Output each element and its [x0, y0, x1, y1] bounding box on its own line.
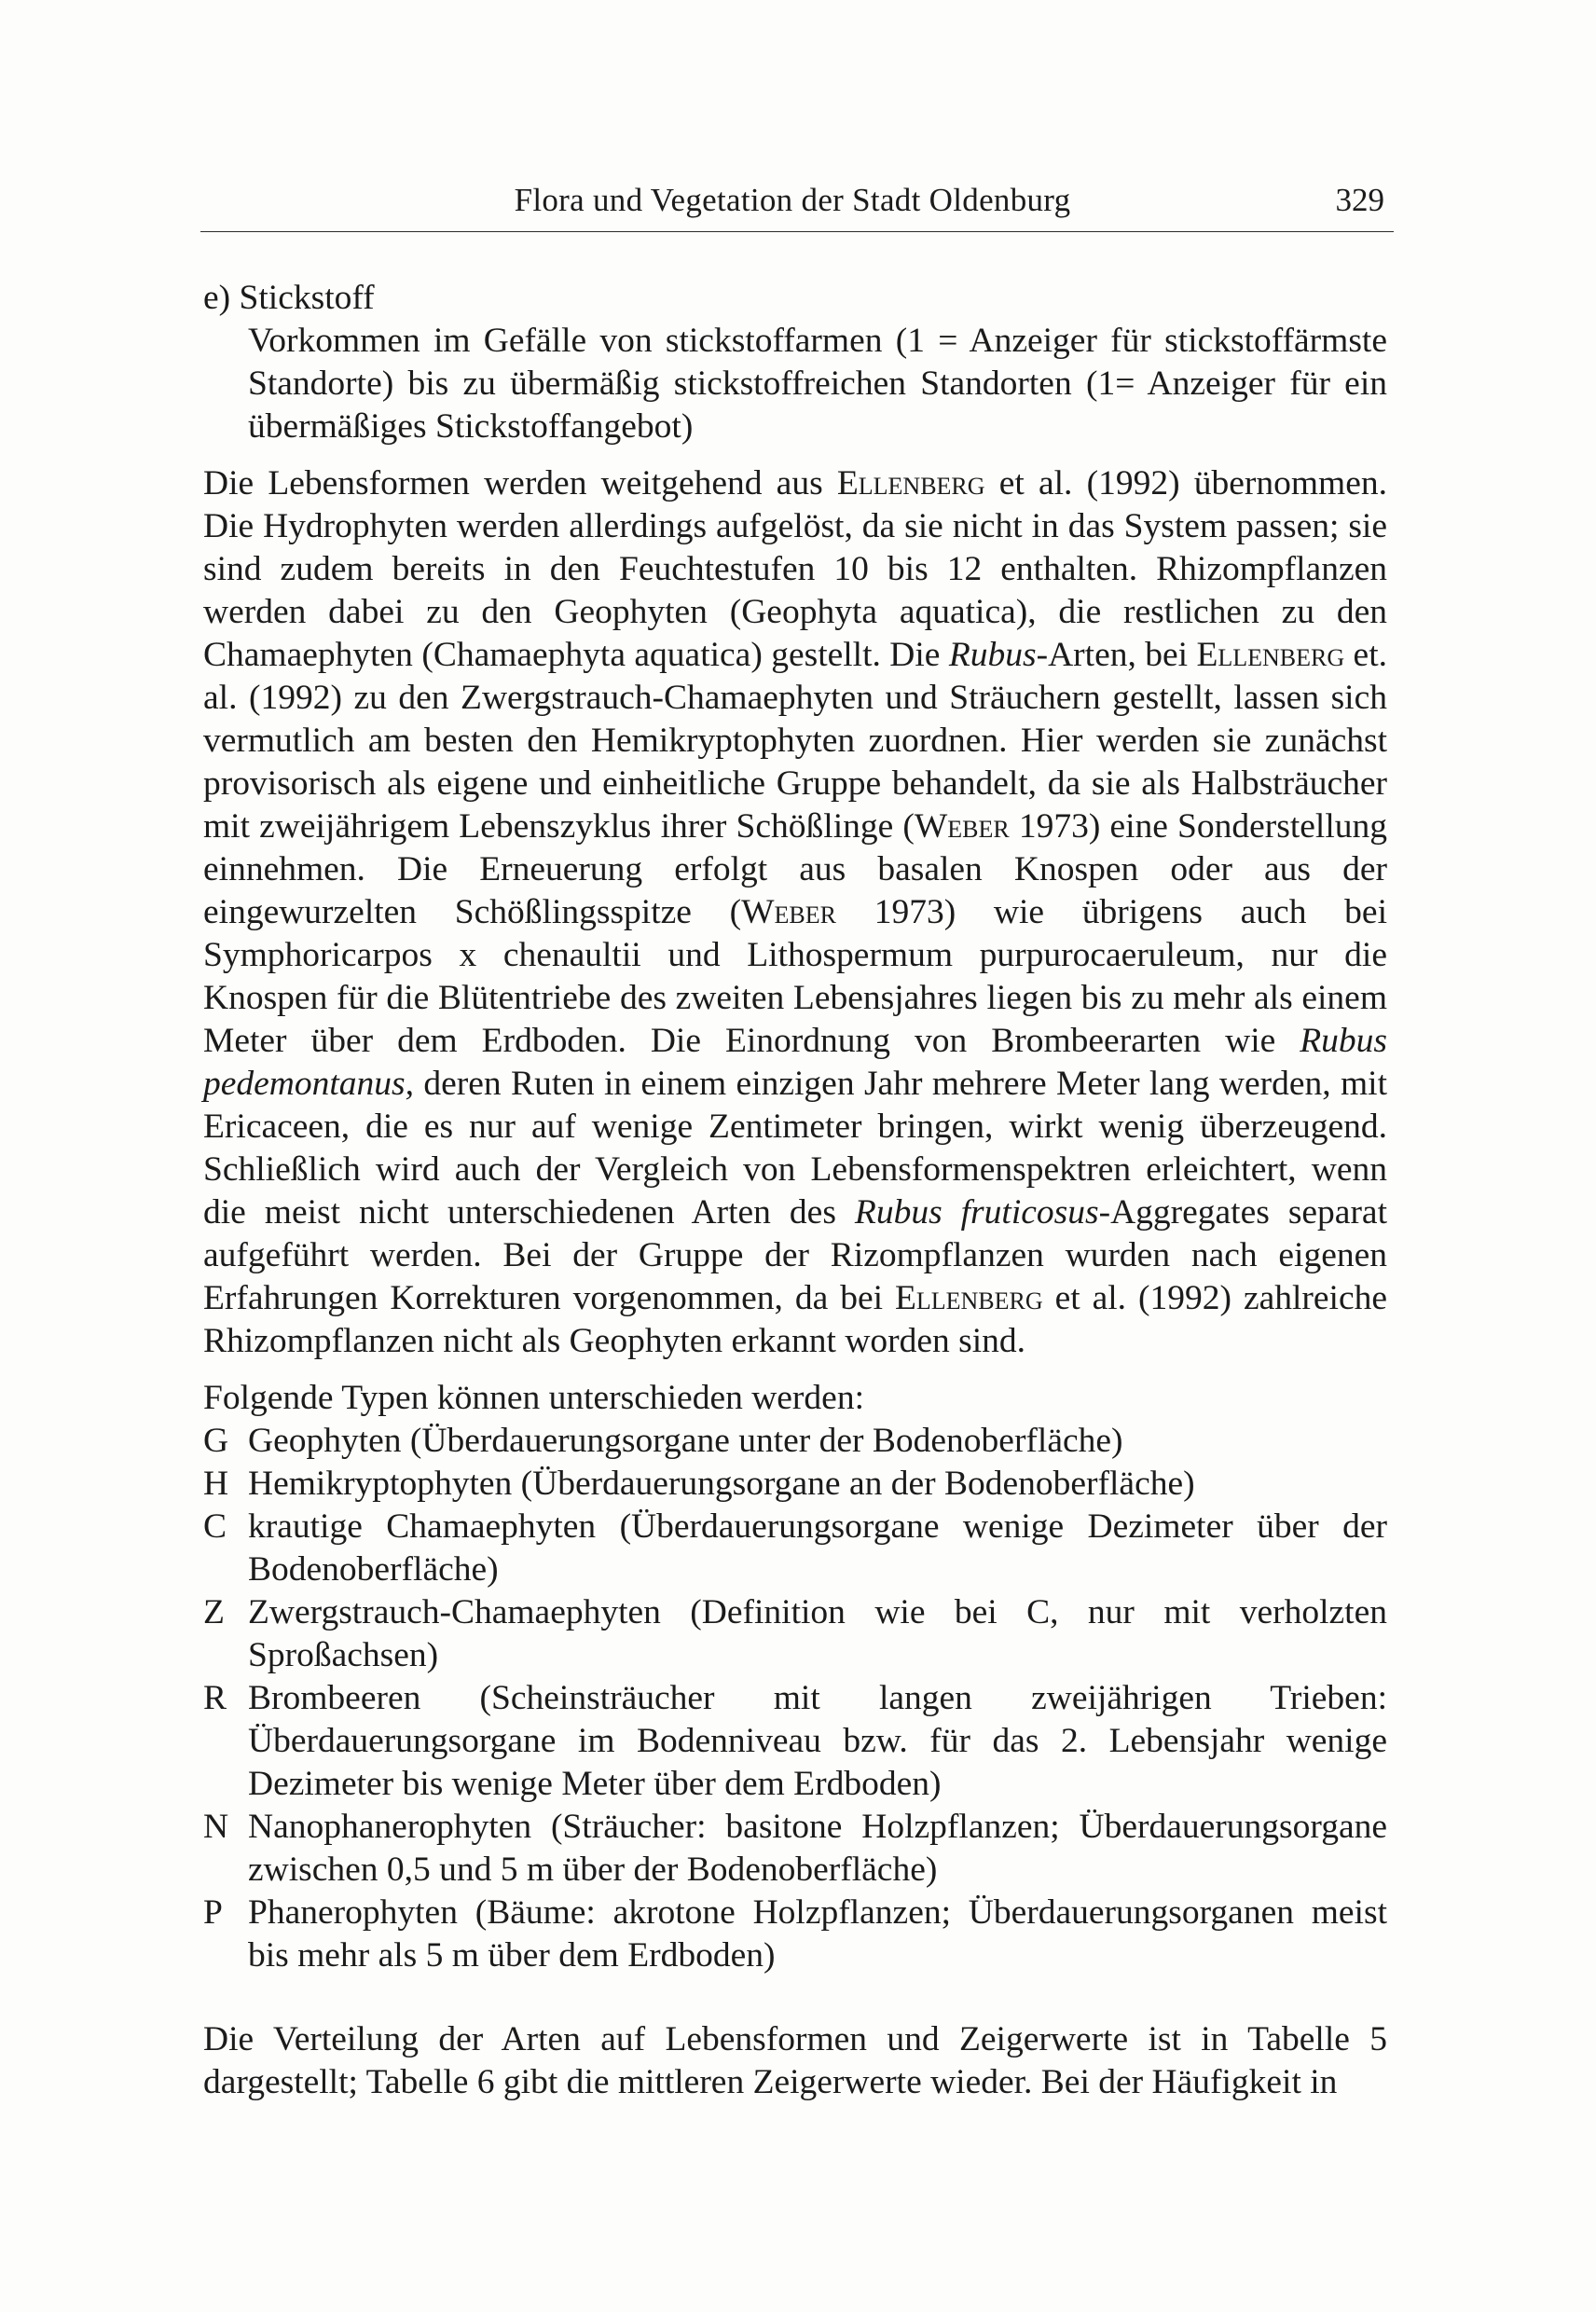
author-name: Ellenberg [1196, 636, 1345, 674]
type-code: N [203, 1808, 229, 1846]
species-name: Rubus pedemontanus, [203, 1022, 1387, 1103]
type-code: P [203, 1893, 223, 1932]
author-name: Ellenberg [894, 1279, 1043, 1317]
type-description: Zwergstrauch-Chamaephyten (Definition wie bei C, nur mit verholzten Sproßachsen) [248, 1593, 1387, 1674]
text-run: 1973) wie übrigens auch bei Symphoricarpos x chenaultii und Lithospermum purpurocaeruleum, nur die Knospen für die Blütentriebe des zweiten Lebensjahres liegen bis zu mehr als einem Meter über dem Erdboden. Die Einordnung von Brombeerarten wie [203, 893, 1387, 1060]
text-run: -Arten, bei [1036, 636, 1197, 674]
type-item-p [203, 1892, 1387, 1977]
type-description: krautige Chamaephyten (Überdauerungsorgane wenige Dezimeter über der Bodenoberfläche) [248, 1507, 1387, 1589]
type-item-n [203, 1806, 1387, 1892]
paragraph-lifeforms [203, 462, 1387, 1363]
author-name: Ellenberg [836, 464, 985, 502]
running-title: Flora und Vegetation der Stadt Oldenburg [514, 182, 1071, 218]
species-name: Rubus [948, 636, 1037, 674]
text-run: 1973) eine Sonderstellung einnehmen. Die Erneuerung erfolgt aus basalen Knospen oder aus der eingewurzelten Schößlingsspitze ( [203, 807, 1387, 931]
text-run: et al. (1992) zahlreiche Rhizompflanzen nicht als Geophyten erkannt worden sind. [203, 1279, 1387, 1360]
type-code: R [203, 1679, 227, 1717]
author-name: Weber [914, 807, 1010, 846]
type-item-g [203, 1420, 1387, 1463]
type-item-c [203, 1506, 1387, 1591]
text-run: -Aggregates separat aufgeführt werden. Bei der Gruppe der Rizompflanzen wurden nach eigenen Erfahrungen Korrekturen vorgenommen, da bei [203, 1193, 1387, 1317]
section-e-description: Vorkommen im Gefälle von stickstoffarmen (1 = Anzeiger für stickstoffärmste Standorte) bis zu übermäßig stickstoffreichen Standorten (1= Anzeiger für ein übermäßiges Stickstoffangebot) [248, 322, 1387, 446]
type-code: H [203, 1465, 229, 1503]
type-description: Nanophanerophyten (Sträucher: basitone Holzpflanzen; Überdauerungsorgane zwischen 0,5 und 5 m über der Bodenoberfläche) [248, 1808, 1387, 1889]
section-heading-e: e) Stickstoff [203, 279, 375, 317]
type-description: Hemikryptophyten (Überdauerungsorgane an der Bodenoberfläche) [248, 1465, 1195, 1503]
type-item-h [203, 1463, 1387, 1506]
types-intro: Folgende Typen können unterschieden werden: [203, 1379, 864, 1417]
type-description: Geophyten (Überdauerungsorgane unter der Bodenoberfläche) [248, 1422, 1123, 1460]
running-header [200, 182, 1394, 228]
species-name: Rubus fruticosus [854, 1193, 1099, 1232]
type-item-z [203, 1591, 1387, 1677]
type-code: Z [203, 1593, 225, 1631]
author-name: Weber [741, 893, 836, 931]
type-description: Phanerophyten (Bäume: akrotone Holzpflanzen; Überdauerungsorganen meist bis mehr als 5 m über dem Erdboden) [248, 1893, 1387, 1975]
body-text [203, 277, 1387, 2104]
header-rule [200, 231, 1394, 232]
type-description: Brombeeren (Scheinsträucher mit langen zweijährigen Trieben: Überdauerungsorgane im Bodenniveau bzw. für das 2. Lebensjahr wenige Dezimeter bis wenige Meter über dem Erdboden) [248, 1679, 1387, 1803]
page-number: 329 [1335, 182, 1384, 218]
type-code: C [203, 1507, 227, 1546]
type-code: G [203, 1422, 229, 1460]
text-run: deren Ruten in einem einzigen Jahr mehrere Meter lang werden, mit Ericaceen, die es nur auf wenige Zentimeter bringen, wirkt wenig überzeugend. Schließlich wird auch der Vergleich von Lebensformenspektren erleichtert, wenn die meist nicht unterschiedenen Arten des [203, 1065, 1387, 1232]
text-run: et al. (1992) übernommen. Die Hydrophyten werden allerdings aufgelöst, da sie nicht in das System passen; sie sind zudem bereits in den Feuchtestufen 10 bis 12 enthalten. Rhizompflanzen werden dabei zu den Geophyten (Geophyta aquatica), die restlichen zu den Chamaephyten (Chamaephyta aquatica) gestellt. Die [203, 464, 1387, 674]
type-item-r [203, 1677, 1387, 1806]
closing-paragraph: Die Verteilung der Arten auf Lebensformen und Zeigerwerte ist in Tabelle 5 dargestellt; Tabelle 6 gibt die mittleren Zeigerwerte wieder. Bei der Häufigkeit in [203, 2020, 1387, 2101]
text-run: Die Lebensformen werden weitgehend aus [203, 464, 837, 502]
text-run: et. al. (1992) zu den Zwergstrauch-Chamaephyten und Sträuchern gestellt, lassen sich vermutlich am besten den Hemikryptophyten zuordnen. Hier werden sie zunächst provisorisch als eigene und einheitliche Gruppe behandelt, da sie als Halbsträucher mit zweijährigem Lebenszyklus ihrer Schößlinge ( [203, 636, 1387, 846]
types-list [203, 1420, 1387, 1977]
